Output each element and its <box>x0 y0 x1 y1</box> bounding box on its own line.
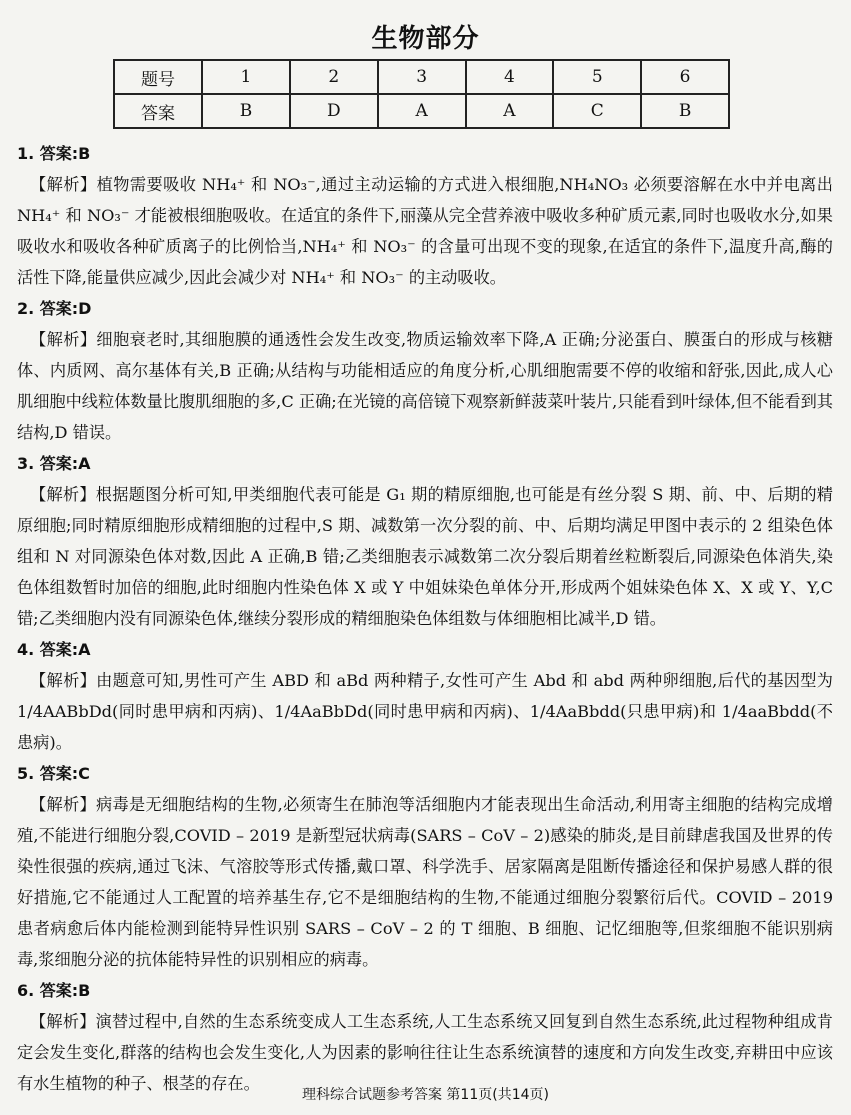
question-block <box>17 293 833 448</box>
answer-cell: A <box>466 94 554 128</box>
question-heading: 4. 答案:A <box>17 640 91 659</box>
question-analysis: 【解析】根据题图分析可知,甲类细胞代表可能是 G₁ 期的精原细胞,也可能是有丝分裂 S 期、前、中、后期的精原细胞;同时精原细胞形成精细胞的过程中,S 期、减数第一次分裂的前、中、后期均满足甲图中表示的 2 组染色体组和 N 对同源染色体对数,因此 A 正确,B 错;乙类细胞表示减数第二次分裂后期着丝粒断裂后,同源染色体消失,染色体组数暂时加倍的细胞,此时细胞内性染色体 X 或 Y 中姐妹染色单体分开,形成两个姐妹染色体 X、X 或 Y、Y,C 错;乙类细胞内没有同源染色体,继续分裂形成的精细胞染色体组数与体细胞相比减半,D 错。 <box>17 485 833 628</box>
question-number: 1 <box>202 60 290 94</box>
row-label: 题号 <box>114 60 202 94</box>
answer-cell: D <box>290 94 378 128</box>
question-block <box>17 634 833 758</box>
question-number: 3 <box>378 60 466 94</box>
question-heading: 3. 答案:A <box>17 454 91 473</box>
question-block <box>17 448 833 634</box>
question-number: 6 <box>641 60 729 94</box>
question-heading: 2. 答案:D <box>17 299 92 318</box>
answer-explanations <box>17 138 833 1099</box>
question-block <box>17 758 833 975</box>
answer-table <box>113 59 730 129</box>
page-title: 生物部分 <box>371 24 480 54</box>
question-analysis: 【解析】病毒是无细胞结构的生物,必须寄生在肺泡等活细胞内才能表现出生命活动,利用寄主细胞的结构完成增殖,不能进行细胞分裂,COVID – 2019 是新型冠状病毒(SARS – CoV – 2)感染的肺炎,是目前肆虐我国及世界的传染性很强的疾病,通过飞沫、气溶胶等形式传播,戴口罩、科学洗手、居家隔离是阻断传播途径和保护易感人群的很好措施,它不能通过人工配置的培养基生存,它不是细胞结构的生物,不能通过细胞分裂繁衍后代。COVID – 2019 患者病愈后体内能检测到能特异性识别 SARS – CoV – 2 的 T 细胞、B 细胞、记忆细胞等,但浆细胞不能识别病毒,浆细胞分泌的抗体能特异性的识别相应的病毒。 <box>17 795 833 969</box>
answer-row <box>114 94 729 128</box>
question-heading: 5. 答案:C <box>17 764 90 783</box>
question-heading: 6. 答案:B <box>17 981 91 1000</box>
question-number: 4 <box>466 60 554 94</box>
page-footer: 理科综合试题参考答案 第11页(共14页) <box>301 1087 549 1103</box>
answer-cell: A <box>378 94 466 128</box>
question-heading: 1. 答案:B <box>17 144 91 163</box>
question-analysis: 【解析】植物需要吸收 NH₄⁺ 和 NO₃⁻,通过主动运输的方式进入根细胞,NH₄NO₃ 必须要溶解在水中并电离出 NH₄⁺ 和 NO₃⁻ 才能被根细胞吸收。在适宜的条件下,丽藻从完全营养液中吸收多种矿质元素,同时也吸收水分,如果吸收水和吸收各种矿质离子的比例恰当,NH₄⁺ 和 NO₃⁻ 的含量可出现不变的现象,在适宜的条件下,温度升高,酶的活性下降,能量供应减少,因此会减少对 NH₄⁺ 和 NO₃⁻ 的主动吸收。 <box>17 175 833 287</box>
question-number: 2 <box>290 60 378 94</box>
row-label: 答案 <box>114 94 202 128</box>
question-number: 5 <box>553 60 641 94</box>
question-number-row <box>114 60 729 94</box>
question-analysis: 【解析】细胞衰老时,其细胞膜的通透性会发生改变,物质运输效率下降,A 正确;分泌蛋白、膜蛋白的形成与核糖体、内质网、高尔基体有关,B 正确;从结构与功能相适应的角度分析,心肌细胞需要不停的收缩和舒张,因此,成人心肌细胞中线粒体数量比腹肌细胞的多,C 正确;在光镜的高倍镜下观察新鲜菠菜叶装片,只能看到叶绿体,但不能看到其结构,D 错误。 <box>17 330 833 442</box>
question-analysis: 【解析】演替过程中,自然的生态系统变成人工生态系统,人工生态系统又回复到自然生态系统,此过程物种组成肯定会发生变化,群落的结构也会发生变化,人为因素的影响往往让生态系统演替的速度和方向发生改变,弃耕田中应该有水生植物的种子、根茎的存在。 <box>17 1012 833 1093</box>
answer-cell: C <box>553 94 641 128</box>
question-block <box>17 138 833 293</box>
question-analysis: 【解析】由题意可知,男性可产生 ABD 和 aBd 两种精子,女性可产生 Abd 和 abd 两种卵细胞,后代的基因型为 1/4AABbDd(同时患甲病和丙病)、1/4AaBbDd(同时患甲病和丙病)、1/4AaBbdd(只患甲病)和 1/4aaBbdd(不患病)。 <box>17 671 833 752</box>
answer-cell: B <box>202 94 290 128</box>
question-block <box>17 975 833 1099</box>
answer-cell: B <box>641 94 729 128</box>
